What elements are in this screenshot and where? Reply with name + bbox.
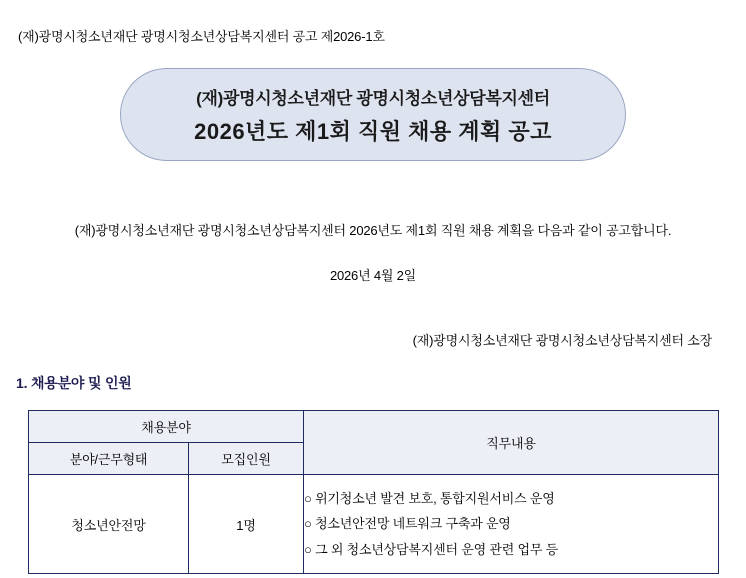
document-number: (재)광명시청소년재단 광명시청소년상담복지센터 공고 제2026-1호 <box>18 29 385 44</box>
table-header-field: 분야/근무형태 <box>29 443 189 475</box>
cell-field: 청소년안전망 <box>29 475 189 574</box>
announcement-date: 2026년 4월 2일 <box>329 268 417 283</box>
cell-duties <box>304 475 719 574</box>
table-row <box>29 475 719 574</box>
title-main: 2026년도 제1회 직원 채용 계획 공고 <box>194 118 552 144</box>
intro-paragraph: (재)광명시청소년재단 광명시청소년상담복지센터 2026년도 제1회 직원 채용 계획을 다음과 같이 공고합니다. <box>74 223 672 238</box>
duty-item: ○ 위기청소년 발견 보호, 통합지원서비스 운영 <box>304 490 555 506</box>
title-organization: (재)광명시청소년재단 광명시청소년상담복지센터 <box>196 88 550 108</box>
signer-line: (재)광명시청소년재단 광명시청소년상담복지센터 소장 <box>412 333 712 348</box>
duty-item: ○ 청소년안전망 네트워크 구축과 운영 <box>304 516 511 532</box>
table-header-group-field: 채용분야 <box>29 411 304 443</box>
table-header-duty: 직무내용 <box>304 411 719 475</box>
cell-count: 1명 <box>189 475 304 574</box>
table-header-row-group <box>29 411 719 443</box>
section-heading-recruitment: 1. 채용분야 및 인원 <box>16 375 132 391</box>
recruitment-table <box>28 410 719 574</box>
table-header-count: 모집인원 <box>189 443 304 475</box>
title-banner <box>120 68 626 161</box>
duty-item: ○ 그 외 청소년상담복지센터 운영 관련 업무 등 <box>304 541 558 557</box>
